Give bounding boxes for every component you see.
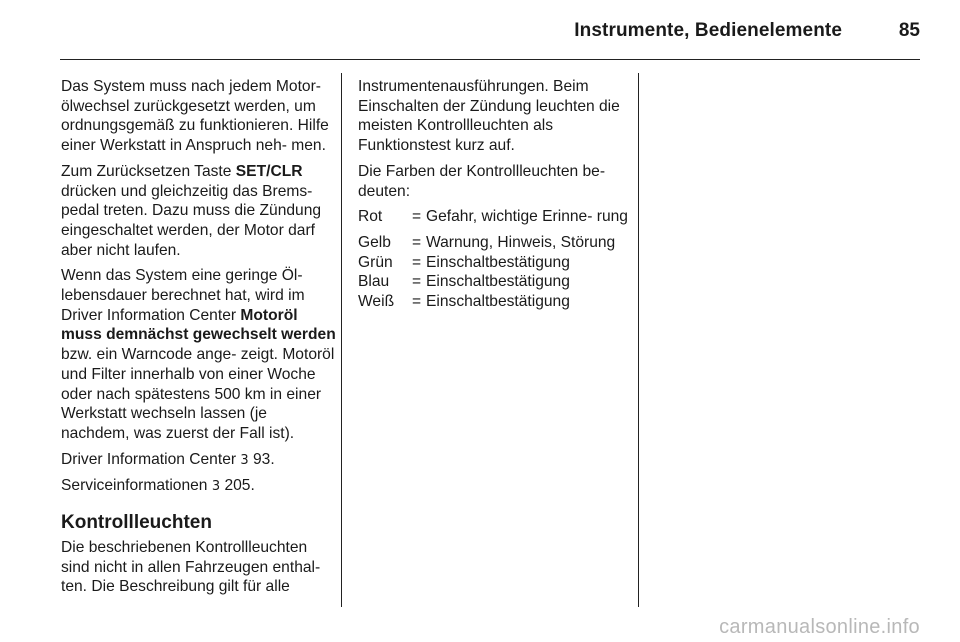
color-name: Rot [358, 208, 383, 226]
section-heading: Kontrollleuchten [61, 512, 212, 534]
text: drücken und gleichzeitig das Brems- pedal treten. Dazu muss die Zündung eingeschaltet werden, der Motor darf aber nicht laufen. [61, 182, 322, 259]
equals-sign: = [412, 273, 422, 291]
color-meaning-table [358, 207, 630, 312]
paragraph-reset-system: Das System muss nach jedem Motor- ölwechsel zurückgesetzt werden, um ordnungsgemäß zu funktionieren. Hilfe einer Werkstatt in Anspruch neh- men. [61, 78, 329, 155]
text: Serviceinformationen [61, 477, 212, 495]
color-name: Weiß [358, 293, 395, 311]
text: bzw. ein Warncode ange- zeigt. Motoröl und Filter innerhalb von einer Woche oder nach spätestens 500 km in einer Werkstatt wechseln lassen (je nachdem, was zuerst der Fall ist). [61, 346, 335, 442]
color-meaning: Gefahr, wichtige Erinne- rung [426, 208, 628, 226]
color-meaning: Einschaltbestätigung [426, 253, 570, 271]
left-column [61, 77, 336, 603]
paragraph-colors-intro: Die Farben der Kontrollleuchten be- deuten: [358, 162, 606, 200]
column-divider-right [638, 73, 639, 607]
equals-sign: = [412, 208, 422, 226]
paragraph-oil-life [61, 266, 336, 443]
color-meaning: Einschaltbestätigung [426, 293, 570, 311]
color-name: Gelb [358, 233, 391, 251]
text: Wenn das System eine geringe Öl- lebensdauer berechnet hat, wird im Driver Information Center [61, 267, 305, 324]
text: Driver Information Center [61, 450, 241, 468]
paragraph-function-test: Instrumentenausführungen. Beim Einschalten der Zündung leuchten die meisten Kontrollleuchten als Funktionstest kurz auf. [358, 78, 620, 155]
header-rule [60, 59, 920, 60]
equals-sign: = [412, 233, 422, 251]
reference-service-information [61, 476, 336, 497]
reference-page: 205. [220, 477, 255, 495]
page-reference-arrow-icon: 3 [240, 452, 249, 468]
color-meaning: Einschaltbestätigung [426, 273, 570, 291]
column-divider-left [341, 73, 342, 607]
text: Zum Zurücksetzen Taste [61, 162, 236, 180]
page-number: 85 [898, 20, 920, 41]
reference-page: 93. [248, 450, 275, 468]
reference-driver-information-center [61, 450, 336, 471]
page-reference-arrow-icon: 3 [211, 479, 221, 495]
middle-column [358, 77, 630, 312]
watermark: carmanualsonline.info [719, 616, 920, 638]
message-oil-change: Motoröl muss demnächst gewechselt werden [61, 306, 336, 344]
color-meaning: Warnung, Hinweis, Störung [426, 233, 616, 251]
equals-sign: = [412, 293, 422, 311]
button-name-set-clr: SET/CLR [235, 162, 303, 180]
color-name: Blau [358, 273, 390, 291]
paragraph-reset-instructions [61, 162, 336, 261]
equals-sign: = [412, 253, 422, 271]
header-title: Instrumente, Bedienelemente [574, 20, 842, 41]
paragraph-warning-lights-intro: Die beschriebenen Kontrollleuchten sind nicht in allen Fahrzeugen enthal- ten. Die Beschreibung gilt für alle [61, 539, 321, 596]
color-name: Grün [358, 253, 393, 271]
